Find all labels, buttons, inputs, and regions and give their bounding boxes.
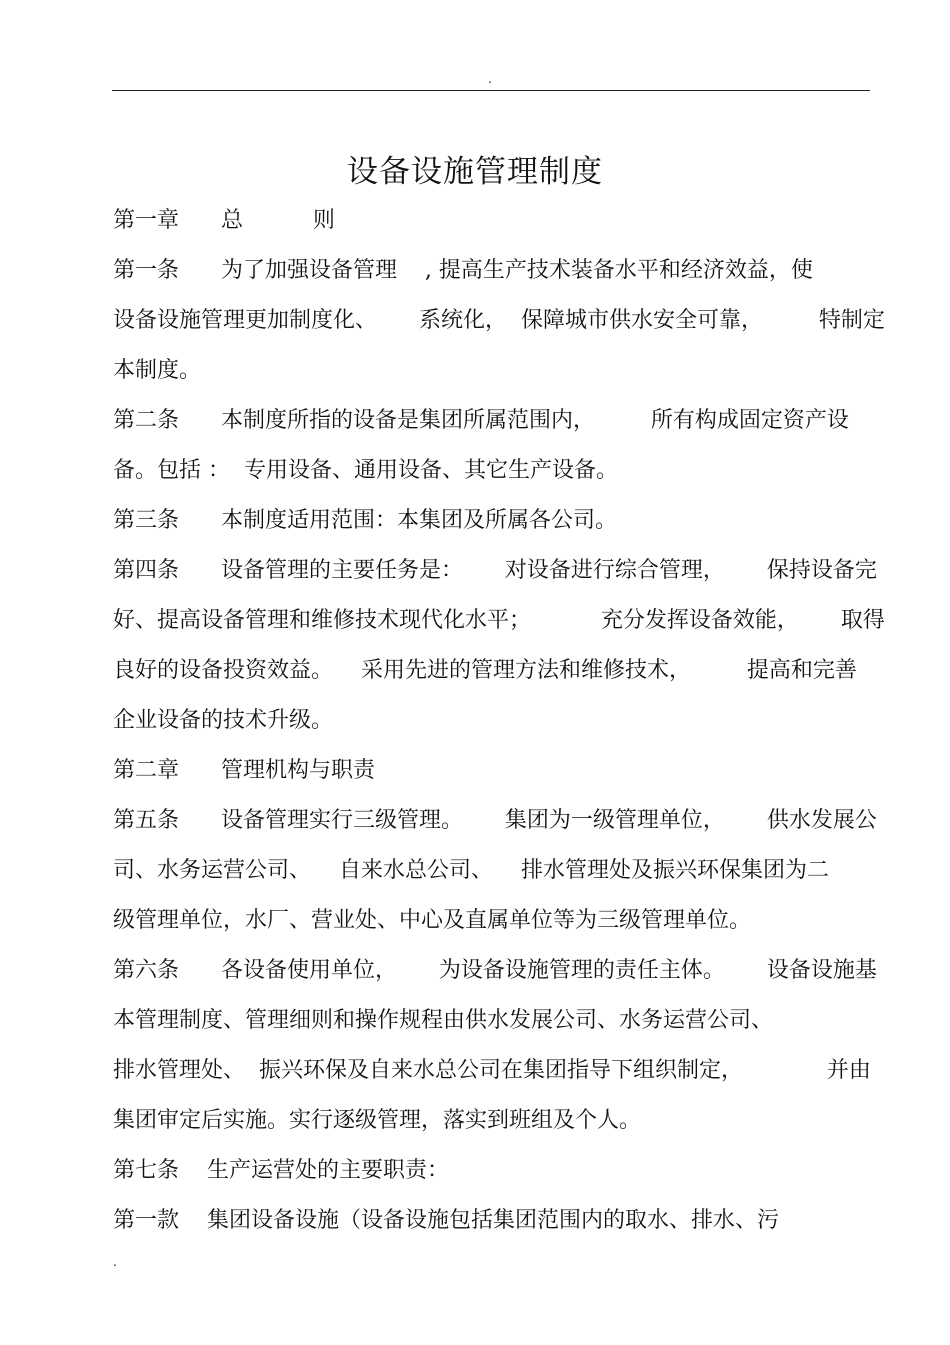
- page-footer-dot: .: [113, 1255, 117, 1269]
- document-body: [113, 203, 885, 1253]
- text-line: 企业设备的技术升级。: [113, 708, 334, 733]
- text-line: 第一章 总 则: [113, 208, 335, 233]
- text-line: 第五条 设备管理实行三级管理。 集团为一级管理单位， 供水发展公: [113, 808, 877, 833]
- text-line: 本管理制度、管理细则和操作规程由供水发展公司、水务运营公司、: [113, 1008, 774, 1033]
- text-line: 司、水务运营公司、 自来水总公司、 排水管理处及振兴环保集团为二: [113, 858, 829, 883]
- text-line: 本制度。: [113, 358, 202, 383]
- header-rule: [112, 90, 870, 91]
- text-line: 良好的设备投资效益。 采用先进的管理方法和维修技术， 提高和完善: [113, 658, 857, 683]
- text-line: 级管理单位，水厂、营业处、中心及直属单位等为三级管理单位。: [113, 908, 752, 933]
- document-title: 设备设施管理制度: [347, 154, 603, 190]
- text-line: 排水管理处、 振兴环保及自来水总公司在集团指导下组织制定， 并由: [113, 1058, 871, 1083]
- page-header-dot: .: [488, 72, 492, 86]
- text-line: 第一款 集团设备设施（设备设施包括集团范围内的取水、排水、污: [113, 1208, 779, 1233]
- text-line: 第二条 本制度所指的设备是集团所属范围内， 所有构成固定资产设: [113, 408, 849, 433]
- text-line: 第七条 生产运营处的主要职责：: [113, 1158, 449, 1183]
- text-line: 好、提高设备管理和维修技术现代化水平； 充分发挥设备效能， 取得: [113, 608, 885, 633]
- text-line: 设备设施管理更加制度化、 系统化， 保障城市供水安全可靠， 特制定: [113, 308, 885, 333]
- text-line: 第一条 为了加强设备管理 , 提高生产技术装备水平和经济效益，使: [113, 258, 813, 283]
- text-line: 备。包括 ： 专用设备、通用设备、其它生产设备。: [113, 458, 618, 483]
- text-line: 第二章 管理机构与职责: [113, 758, 375, 783]
- text-line: 第六条 各设备使用单位， 为设备设施管理的责任主体。 设备设施基: [113, 958, 877, 983]
- text-line: 集团审定后实施。实行逐级管理，落实到班组及个人。: [113, 1108, 642, 1133]
- text-line: 第三条 本制度适用范围：本集团及所属各公司。: [113, 508, 617, 533]
- text-line: 第四条 设备管理的主要任务是： 对设备进行综合管理， 保持设备完: [113, 558, 877, 583]
